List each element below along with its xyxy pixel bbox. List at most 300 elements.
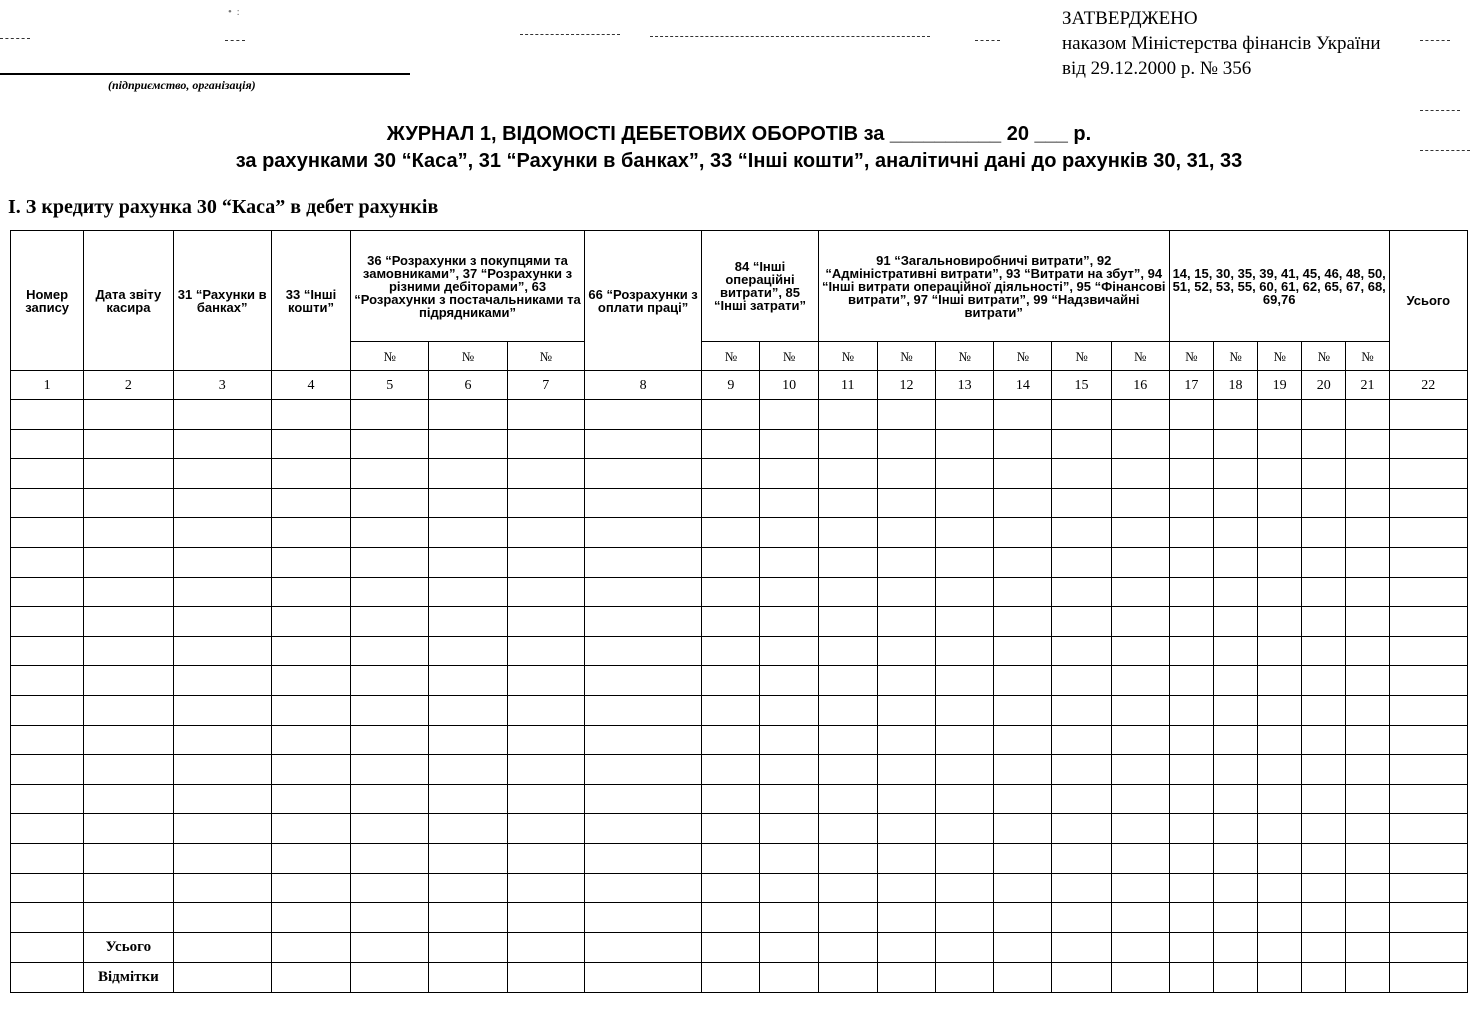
entry-cell[interactable] [1346, 695, 1389, 725]
entry-cell[interactable] [173, 903, 271, 933]
entry-cell[interactable] [173, 873, 271, 903]
entry-cell[interactable] [1169, 636, 1213, 666]
entry-cell[interactable] [1052, 488, 1111, 518]
entry-cell[interactable] [760, 400, 818, 430]
entry-cell[interactable] [936, 607, 994, 637]
entry-cell[interactable] [271, 903, 350, 933]
entry-cell[interactable] [584, 518, 701, 548]
entry-cell[interactable] [702, 488, 760, 518]
entry-cell[interactable] [84, 843, 173, 873]
entry-cell[interactable] [1258, 962, 1302, 992]
entry-cell[interactable] [1302, 400, 1346, 430]
entry-cell[interactable] [1111, 755, 1169, 785]
entry-cell[interactable] [1258, 666, 1302, 696]
entry-cell[interactable] [173, 695, 271, 725]
entry-cell[interactable] [11, 429, 84, 459]
entry-cell[interactable] [1258, 932, 1302, 962]
entry-cell[interactable] [1302, 459, 1346, 489]
entry-cell[interactable] [1389, 695, 1467, 725]
entry-cell[interactable] [1258, 607, 1302, 637]
entry-cell[interactable] [1213, 695, 1257, 725]
entry-cell[interactable] [1169, 814, 1213, 844]
entry-cell[interactable] [1052, 962, 1111, 992]
entry-cell[interactable] [818, 518, 877, 548]
entry-cell[interactable] [994, 873, 1052, 903]
entry-cell[interactable] [429, 932, 507, 962]
entry-cell[interactable] [84, 873, 173, 903]
entry-cell[interactable] [818, 873, 877, 903]
entry-cell[interactable] [994, 518, 1052, 548]
entry-cell[interactable] [1389, 429, 1467, 459]
entry-cell[interactable] [1302, 429, 1346, 459]
entry-cell[interactable] [1302, 784, 1346, 814]
entry-cell[interactable] [584, 547, 701, 577]
entry-cell[interactable] [1169, 932, 1213, 962]
entry-cell[interactable] [584, 932, 701, 962]
entry-cell[interactable] [818, 843, 877, 873]
entry-cell[interactable] [1052, 459, 1111, 489]
entry-cell[interactable] [1302, 814, 1346, 844]
entry-cell[interactable] [818, 429, 877, 459]
entry-cell[interactable] [702, 784, 760, 814]
entry-cell[interactable] [994, 903, 1052, 933]
entry-cell[interactable] [936, 577, 994, 607]
entry-cell[interactable] [1302, 695, 1346, 725]
entry-cell[interactable] [1258, 459, 1302, 489]
entry-cell[interactable] [1302, 547, 1346, 577]
entry-cell[interactable] [84, 903, 173, 933]
entry-cell[interactable] [584, 636, 701, 666]
entry-cell[interactable] [1346, 577, 1389, 607]
entry-cell[interactable] [11, 607, 84, 637]
entry-cell[interactable] [936, 400, 994, 430]
entry-cell[interactable] [11, 903, 84, 933]
entry-cell[interactable] [429, 400, 507, 430]
entry-cell[interactable] [1052, 547, 1111, 577]
entry-cell[interactable] [84, 547, 173, 577]
entry-cell[interactable] [1169, 873, 1213, 903]
entry-cell[interactable] [994, 488, 1052, 518]
entry-cell[interactable] [507, 429, 584, 459]
entry-cell[interactable] [936, 932, 994, 962]
entry-cell[interactable] [702, 873, 760, 903]
entry-cell[interactable] [877, 607, 935, 637]
entry-cell[interactable] [702, 459, 760, 489]
entry-cell[interactable] [351, 695, 429, 725]
entry-cell[interactable] [702, 666, 760, 696]
entry-cell[interactable] [173, 518, 271, 548]
entry-cell[interactable] [584, 429, 701, 459]
entry-cell[interactable] [1052, 932, 1111, 962]
entry-cell[interactable] [1169, 429, 1213, 459]
entry-cell[interactable] [1302, 755, 1346, 785]
entry-cell[interactable] [994, 577, 1052, 607]
entry-cell[interactable] [271, 518, 350, 548]
entry-cell[interactable] [351, 429, 429, 459]
entry-cell[interactable] [702, 932, 760, 962]
entry-cell[interactable] [84, 459, 173, 489]
entry-cell[interactable] [877, 488, 935, 518]
entry-cell[interactable] [936, 873, 994, 903]
entry-cell[interactable] [351, 518, 429, 548]
entry-cell[interactable] [584, 488, 701, 518]
entry-cell[interactable] [584, 755, 701, 785]
entry-cell[interactable] [271, 488, 350, 518]
entry-cell[interactable] [351, 400, 429, 430]
entry-cell[interactable] [173, 400, 271, 430]
entry-cell[interactable] [1213, 518, 1257, 548]
entry-cell[interactable] [877, 932, 935, 962]
entry-cell[interactable] [429, 518, 507, 548]
entry-cell[interactable] [507, 400, 584, 430]
entry-cell[interactable] [702, 518, 760, 548]
entry-cell[interactable] [760, 518, 818, 548]
entry-cell[interactable] [84, 518, 173, 548]
entry-cell[interactable] [173, 577, 271, 607]
entry-cell[interactable] [1258, 695, 1302, 725]
entry-cell[interactable] [1346, 607, 1389, 637]
entry-cell[interactable] [507, 577, 584, 607]
entry-cell[interactable] [1169, 488, 1213, 518]
entry-cell[interactable] [1302, 577, 1346, 607]
entry-cell[interactable] [1111, 400, 1169, 430]
entry-cell[interactable] [429, 725, 507, 755]
entry-cell[interactable] [351, 607, 429, 637]
entry-cell[interactable] [1213, 607, 1257, 637]
entry-cell[interactable] [1302, 636, 1346, 666]
entry-cell[interactable] [1302, 843, 1346, 873]
entry-cell[interactable] [1302, 962, 1346, 992]
entry-cell[interactable] [994, 814, 1052, 844]
entry-cell[interactable] [877, 429, 935, 459]
entry-cell[interactable] [11, 577, 84, 607]
entry-cell[interactable] [1111, 429, 1169, 459]
entry-cell[interactable] [877, 873, 935, 903]
entry-cell[interactable] [1169, 459, 1213, 489]
entry-cell[interactable] [994, 843, 1052, 873]
entry-cell[interactable] [1346, 400, 1389, 430]
entry-cell[interactable] [702, 903, 760, 933]
entry-cell[interactable] [271, 607, 350, 637]
entry-cell[interactable] [1389, 577, 1467, 607]
entry-cell[interactable] [507, 932, 584, 962]
entry-cell[interactable] [994, 400, 1052, 430]
entry-cell[interactable] [1346, 459, 1389, 489]
entry-cell[interactable] [818, 695, 877, 725]
entry-cell[interactable] [429, 636, 507, 666]
entry-cell[interactable] [429, 873, 507, 903]
entry-cell[interactable] [584, 725, 701, 755]
entry-cell[interactable] [11, 488, 84, 518]
entry-cell[interactable] [1169, 607, 1213, 637]
entry-cell[interactable] [760, 755, 818, 785]
entry-cell[interactable] [1213, 873, 1257, 903]
entry-cell[interactable] [1213, 666, 1257, 696]
entry-cell[interactable] [1052, 666, 1111, 696]
entry-cell[interactable] [1258, 488, 1302, 518]
entry-cell[interactable] [351, 932, 429, 962]
entry-cell[interactable] [1389, 755, 1467, 785]
entry-cell[interactable] [1169, 843, 1213, 873]
entry-cell[interactable] [1213, 459, 1257, 489]
entry-cell[interactable] [1169, 547, 1213, 577]
entry-cell[interactable] [507, 903, 584, 933]
entry-cell[interactable] [1169, 518, 1213, 548]
entry-cell[interactable] [1111, 488, 1169, 518]
entry-cell[interactable] [936, 755, 994, 785]
entry-cell[interactable] [429, 903, 507, 933]
entry-cell[interactable] [1111, 518, 1169, 548]
entry-cell[interactable] [1389, 903, 1467, 933]
entry-cell[interactable] [1389, 547, 1467, 577]
entry-cell[interactable] [1346, 488, 1389, 518]
entry-cell[interactable] [11, 547, 84, 577]
entry-cell[interactable] [1389, 725, 1467, 755]
entry-cell[interactable] [1052, 873, 1111, 903]
entry-cell[interactable] [1302, 903, 1346, 933]
entry-cell[interactable] [11, 518, 84, 548]
entry-cell[interactable] [1258, 636, 1302, 666]
entry-cell[interactable] [936, 429, 994, 459]
entry-cell[interactable] [760, 695, 818, 725]
entry-cell[interactable] [1213, 903, 1257, 933]
entry-cell[interactable] [173, 488, 271, 518]
entry-cell[interactable] [994, 636, 1052, 666]
entry-cell[interactable] [584, 814, 701, 844]
entry-cell[interactable] [760, 873, 818, 903]
entry-cell[interactable] [507, 725, 584, 755]
entry-cell[interactable] [271, 932, 350, 962]
entry-cell[interactable] [1052, 903, 1111, 933]
entry-cell[interactable] [818, 547, 877, 577]
entry-cell[interactable] [702, 962, 760, 992]
entry-cell[interactable] [936, 784, 994, 814]
entry-cell[interactable] [11, 459, 84, 489]
entry-cell[interactable] [877, 577, 935, 607]
entry-cell[interactable] [1258, 547, 1302, 577]
entry-cell[interactable] [1346, 518, 1389, 548]
entry-cell[interactable] [584, 577, 701, 607]
entry-cell[interactable] [507, 636, 584, 666]
entry-cell[interactable] [1052, 577, 1111, 607]
entry-cell[interactable] [507, 488, 584, 518]
entry-cell[interactable] [11, 400, 84, 430]
entry-cell[interactable] [1213, 636, 1257, 666]
entry-cell[interactable] [877, 518, 935, 548]
entry-cell[interactable] [173, 843, 271, 873]
entry-cell[interactable] [584, 843, 701, 873]
entry-cell[interactable] [1389, 518, 1467, 548]
entry-cell[interactable] [351, 488, 429, 518]
entry-cell[interactable] [351, 784, 429, 814]
entry-cell[interactable] [877, 784, 935, 814]
entry-cell[interactable] [1213, 962, 1257, 992]
entry-cell[interactable] [994, 695, 1052, 725]
entry-cell[interactable] [429, 695, 507, 725]
entry-cell[interactable] [877, 962, 935, 992]
entry-cell[interactable] [1111, 843, 1169, 873]
entry-cell[interactable] [11, 873, 84, 903]
entry-cell[interactable] [507, 843, 584, 873]
entry-cell[interactable] [1258, 577, 1302, 607]
entry-cell[interactable] [429, 755, 507, 785]
entry-cell[interactable] [760, 784, 818, 814]
entry-cell[interactable] [1169, 903, 1213, 933]
entry-cell[interactable] [818, 725, 877, 755]
entry-cell[interactable] [84, 755, 173, 785]
entry-cell[interactable] [1111, 784, 1169, 814]
entry-cell[interactable] [1169, 725, 1213, 755]
entry-cell[interactable] [877, 695, 935, 725]
entry-cell[interactable] [173, 666, 271, 696]
entry-cell[interactable] [11, 636, 84, 666]
entry-cell[interactable] [1389, 666, 1467, 696]
entry-cell[interactable] [1111, 873, 1169, 903]
entry-cell[interactable] [760, 725, 818, 755]
entry-cell[interactable] [1389, 873, 1467, 903]
entry-cell[interactable] [173, 784, 271, 814]
entry-cell[interactable] [818, 607, 877, 637]
entry-cell[interactable] [271, 400, 350, 430]
entry-cell[interactable] [936, 518, 994, 548]
entry-cell[interactable] [994, 755, 1052, 785]
entry-cell[interactable] [84, 607, 173, 637]
entry-cell[interactable] [351, 814, 429, 844]
entry-cell[interactable] [351, 636, 429, 666]
entry-cell[interactable] [1052, 518, 1111, 548]
entry-cell[interactable] [429, 488, 507, 518]
entry-cell[interactable] [1346, 755, 1389, 785]
entry-cell[interactable] [173, 429, 271, 459]
entry-cell[interactable] [173, 607, 271, 637]
entry-cell[interactable] [818, 636, 877, 666]
entry-cell[interactable] [760, 903, 818, 933]
entry-cell[interactable] [1111, 932, 1169, 962]
entry-cell[interactable] [1213, 784, 1257, 814]
entry-cell[interactable] [1169, 666, 1213, 696]
entry-cell[interactable] [1258, 755, 1302, 785]
entry-cell[interactable] [702, 695, 760, 725]
entry-cell[interactable] [84, 429, 173, 459]
entry-cell[interactable] [351, 547, 429, 577]
entry-cell[interactable] [1052, 695, 1111, 725]
entry-cell[interactable] [1389, 636, 1467, 666]
entry-cell[interactable] [994, 932, 1052, 962]
entry-cell[interactable] [994, 429, 1052, 459]
entry-cell[interactable] [429, 429, 507, 459]
entry-cell[interactable] [760, 577, 818, 607]
entry-cell[interactable] [271, 755, 350, 785]
entry-cell[interactable] [1213, 577, 1257, 607]
entry-cell[interactable] [271, 784, 350, 814]
entry-cell[interactable] [1111, 577, 1169, 607]
entry-cell[interactable] [936, 636, 994, 666]
entry-cell[interactable] [584, 962, 701, 992]
entry-cell[interactable] [1111, 547, 1169, 577]
entry-cell[interactable] [84, 577, 173, 607]
entry-cell[interactable] [818, 784, 877, 814]
entry-cell[interactable] [1258, 873, 1302, 903]
entry-cell[interactable] [271, 577, 350, 607]
entry-cell[interactable] [1389, 784, 1467, 814]
entry-cell[interactable] [994, 459, 1052, 489]
entry-cell[interactable] [11, 962, 84, 992]
entry-cell[interactable] [584, 666, 701, 696]
entry-cell[interactable] [584, 784, 701, 814]
entry-cell[interactable] [1111, 607, 1169, 637]
entry-cell[interactable] [994, 962, 1052, 992]
entry-cell[interactable] [84, 695, 173, 725]
entry-cell[interactable] [1169, 400, 1213, 430]
entry-cell[interactable] [1258, 903, 1302, 933]
entry-cell[interactable] [351, 666, 429, 696]
entry-cell[interactable] [1213, 488, 1257, 518]
entry-cell[interactable] [429, 814, 507, 844]
entry-cell[interactable] [877, 400, 935, 430]
entry-cell[interactable] [351, 577, 429, 607]
entry-cell[interactable] [1346, 932, 1389, 962]
entry-cell[interactable] [877, 547, 935, 577]
entry-cell[interactable] [702, 725, 760, 755]
entry-cell[interactable] [1346, 843, 1389, 873]
entry-cell[interactable] [760, 666, 818, 696]
entry-cell[interactable] [11, 932, 84, 962]
entry-cell[interactable] [1302, 873, 1346, 903]
entry-cell[interactable] [818, 488, 877, 518]
entry-cell[interactable] [429, 547, 507, 577]
entry-cell[interactable] [818, 666, 877, 696]
entry-cell[interactable] [1346, 962, 1389, 992]
entry-cell[interactable] [507, 547, 584, 577]
entry-cell[interactable] [702, 577, 760, 607]
entry-cell[interactable] [1111, 666, 1169, 696]
entry-cell[interactable] [429, 577, 507, 607]
entry-cell[interactable] [818, 962, 877, 992]
entry-cell[interactable] [271, 725, 350, 755]
entry-cell[interactable] [936, 666, 994, 696]
entry-cell[interactable] [11, 843, 84, 873]
entry-cell[interactable] [1213, 429, 1257, 459]
entry-cell[interactable] [1111, 814, 1169, 844]
entry-cell[interactable] [271, 636, 350, 666]
entry-cell[interactable] [994, 784, 1052, 814]
entry-cell[interactable] [936, 962, 994, 992]
entry-cell[interactable] [760, 429, 818, 459]
entry-cell[interactable] [429, 607, 507, 637]
entry-cell[interactable] [936, 814, 994, 844]
entry-cell[interactable] [11, 814, 84, 844]
entry-cell[interactable] [1302, 488, 1346, 518]
entry-cell[interactable] [1052, 843, 1111, 873]
entry-cell[interactable] [1111, 903, 1169, 933]
entry-cell[interactable] [1389, 843, 1467, 873]
entry-cell[interactable] [760, 459, 818, 489]
entry-cell[interactable] [877, 636, 935, 666]
entry-cell[interactable] [84, 725, 173, 755]
entry-cell[interactable] [1052, 607, 1111, 637]
entry-cell[interactable] [84, 400, 173, 430]
entry-cell[interactable] [1346, 814, 1389, 844]
entry-cell[interactable] [1346, 636, 1389, 666]
entry-cell[interactable] [507, 666, 584, 696]
entry-cell[interactable] [271, 814, 350, 844]
entry-cell[interactable] [507, 518, 584, 548]
entry-cell[interactable] [1302, 666, 1346, 696]
entry-cell[interactable] [1346, 784, 1389, 814]
entry-cell[interactable] [507, 755, 584, 785]
entry-cell[interactable] [1302, 932, 1346, 962]
entry-cell[interactable] [936, 843, 994, 873]
